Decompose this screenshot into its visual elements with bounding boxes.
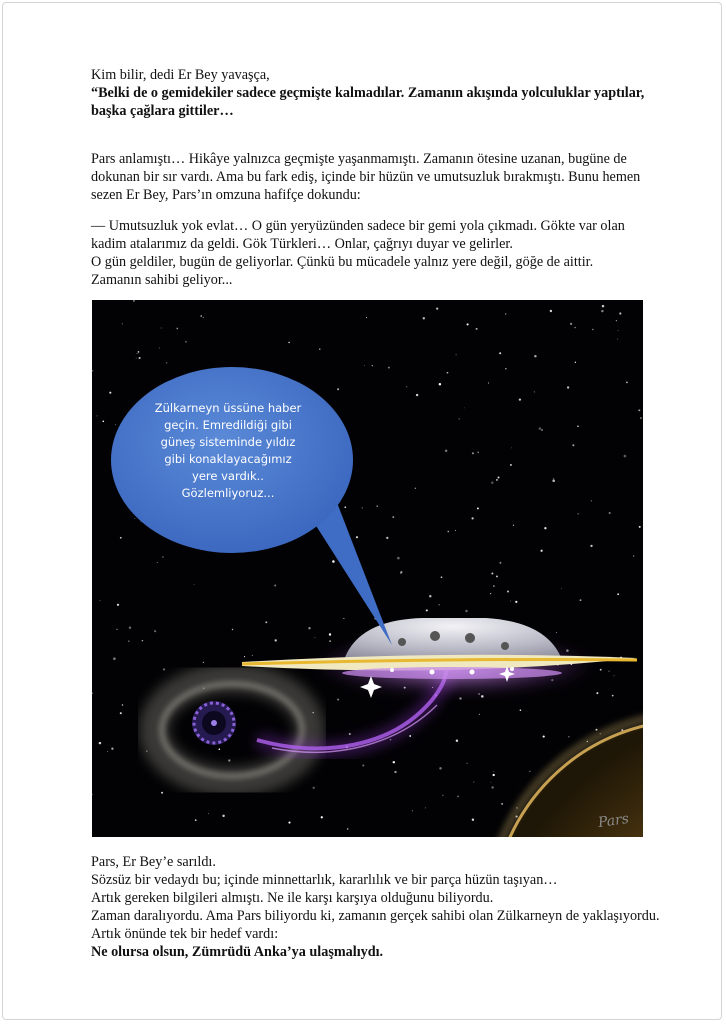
star [626, 382, 628, 384]
star [195, 819, 197, 821]
star [534, 355, 536, 357]
star [136, 358, 137, 359]
star [166, 362, 168, 364]
star [561, 588, 562, 589]
star [329, 640, 331, 642]
star [362, 764, 364, 766]
star [406, 386, 407, 387]
star [409, 735, 411, 737]
star [579, 600, 580, 601]
star [596, 729, 598, 731]
star [519, 398, 521, 400]
paragraph-text: Pars anlamıştı… Hikâye yalnızca geçmişte yaşanmamıştı. Zamanın ötesine uzanan, bugüne de dokunan bir sır vardı. Ama bu fark ediş, içinde bir hüzün ve umutsuzluk bırakmıştı. Bunu hemen sezen Er Bey, Pars’ın omzuna hafifçe dokundu: [91, 151, 641, 203]
star [393, 761, 395, 763]
star [455, 530, 456, 531]
star [544, 527, 546, 529]
star [447, 372, 449, 374]
star [639, 526, 641, 528]
star [473, 782, 474, 783]
star [553, 478, 554, 479]
star [97, 415, 98, 416]
bubble-line: gibi konaklayacağımız [164, 452, 292, 466]
star [222, 815, 224, 817]
star [92, 370, 93, 372]
star [203, 662, 204, 663]
star [376, 505, 378, 507]
star [228, 759, 230, 761]
star [608, 671, 609, 672]
star [465, 610, 468, 613]
star [488, 382, 489, 383]
space-illustration [92, 300, 643, 837]
star [574, 327, 575, 328]
star [344, 506, 346, 508]
star [392, 516, 394, 518]
star [113, 657, 116, 660]
star [616, 320, 617, 321]
star [416, 394, 418, 396]
speech-bubble-text [128, 400, 328, 502]
star [412, 810, 413, 811]
star [471, 517, 473, 519]
star [203, 317, 204, 318]
star [100, 600, 101, 601]
star [539, 427, 541, 429]
star [501, 803, 503, 805]
star [497, 476, 499, 478]
star [128, 640, 130, 642]
star [425, 807, 426, 808]
star [194, 584, 195, 585]
star [459, 697, 461, 699]
star [567, 386, 569, 388]
star [219, 748, 221, 750]
star [438, 604, 440, 606]
star [343, 618, 344, 619]
star [441, 576, 443, 578]
star [476, 328, 478, 330]
star [617, 338, 618, 339]
star [120, 712, 122, 714]
star [575, 362, 576, 363]
star [556, 632, 557, 633]
star [467, 323, 469, 325]
star [397, 557, 400, 560]
star [442, 795, 443, 796]
star [638, 409, 640, 411]
star [456, 739, 458, 741]
star [570, 323, 572, 325]
speech-line-1: — Umutsuzluk yok evlat… O gün yeryüzünden sadece bir gemi yola çıkmadı. Gökte var olan kadim atalarımız da geldi. Gök Türkleri… Onlar, çağrıyı duyar ve gelirler. [91, 218, 625, 252]
star [447, 531, 449, 533]
star [274, 585, 276, 587]
star [319, 348, 320, 349]
star [490, 593, 491, 594]
star [464, 407, 465, 408]
star [515, 601, 517, 603]
star [592, 329, 593, 330]
star [505, 313, 506, 314]
bubble-line: geçin. Emredildiği gibi [164, 418, 292, 432]
star [439, 767, 441, 769]
star [496, 479, 498, 481]
paragraph-pars-understood [91, 150, 661, 204]
intro-line: Kim bilir, dedi Er Bey yavaşça, [91, 67, 270, 83]
star [129, 627, 131, 629]
star [288, 342, 289, 343]
star [618, 330, 619, 331]
star [436, 307, 438, 309]
star [601, 310, 603, 312]
outro-line-4: Zaman daralıyordu. Ama Pars biliyordu ki, zamanın gerçek sahibi olan Zülkarneyn de yaklaşıyordu. Artık önünde tek bir hedef vardı: [91, 908, 660, 942]
document-page [2, 2, 722, 1020]
star [347, 828, 349, 830]
star [364, 365, 365, 366]
star [176, 328, 178, 330]
star [200, 315, 202, 317]
star [612, 695, 614, 697]
star [609, 512, 611, 514]
star [244, 656, 245, 657]
star [314, 637, 315, 638]
star [505, 368, 506, 369]
star [491, 573, 493, 575]
star [208, 813, 209, 814]
star [162, 556, 164, 558]
star [496, 575, 498, 577]
star [617, 593, 619, 595]
star [507, 590, 509, 592]
star [540, 550, 542, 552]
star [491, 786, 493, 788]
star [429, 595, 431, 597]
star [337, 388, 339, 390]
star [275, 639, 277, 641]
star [577, 513, 578, 514]
star [313, 787, 315, 789]
star [120, 537, 122, 539]
star [138, 351, 140, 353]
intro-block [91, 66, 661, 120]
speech-line-3: Zamanın sahibi geliyor... [91, 272, 233, 288]
star [122, 704, 123, 705]
artist-signature: Pars [597, 810, 630, 832]
star [185, 341, 186, 342]
star [252, 655, 253, 656]
star [550, 310, 552, 312]
star [543, 736, 545, 738]
star [137, 353, 138, 354]
star [102, 420, 104, 422]
star [481, 695, 484, 698]
star [356, 536, 358, 538]
star [577, 426, 578, 427]
star [423, 317, 425, 319]
star [640, 417, 642, 419]
bubble-line: yere vardık.. [192, 469, 264, 483]
star [624, 455, 627, 458]
star [308, 627, 310, 629]
star [457, 796, 459, 798]
star [337, 699, 339, 701]
star [439, 383, 441, 385]
star [590, 545, 592, 547]
star [159, 347, 160, 348]
star [122, 323, 123, 324]
star [619, 312, 621, 314]
star [139, 357, 141, 359]
star [568, 736, 569, 737]
star [493, 774, 495, 776]
star [456, 354, 457, 355]
star [157, 562, 158, 563]
star [493, 771, 494, 772]
star [415, 488, 416, 489]
star [154, 630, 156, 632]
star [117, 604, 119, 606]
paragraph-er-bey-speech [91, 217, 661, 289]
star [388, 367, 390, 369]
space-scene [92, 300, 643, 837]
star [232, 629, 233, 630]
star [520, 709, 522, 711]
star [633, 555, 634, 556]
star [111, 748, 113, 750]
star [477, 507, 479, 509]
outro-block [91, 853, 661, 961]
bubble-line: Gözlemliyoruz... [181, 486, 275, 500]
star [99, 742, 101, 744]
star [321, 816, 323, 818]
outro-line-1: Pars, Er Bey’e sarıldı. [91, 854, 216, 870]
outro-final-line: Ne olursa olsun, Zümrüdü Anka’ya ulaşmalıydı. [91, 944, 384, 960]
star [600, 669, 602, 671]
star [529, 771, 530, 772]
star [142, 640, 144, 642]
star [109, 392, 111, 394]
star [134, 518, 135, 519]
star [467, 763, 468, 764]
star [596, 692, 598, 694]
star [534, 391, 535, 392]
star [372, 365, 373, 366]
star [513, 525, 514, 526]
star [499, 562, 501, 564]
star [459, 418, 460, 419]
star [552, 479, 555, 482]
star [400, 571, 402, 573]
star [445, 449, 448, 452]
star [107, 751, 108, 752]
star [493, 585, 494, 586]
star [366, 317, 367, 318]
bubble-line: güneş sisteminde yıldız [160, 435, 296, 449]
star [541, 429, 542, 430]
star [479, 714, 480, 715]
star [386, 537, 388, 539]
star [472, 452, 474, 454]
star [161, 792, 163, 794]
bubble-line: Zülkarneyn üssüne haber [154, 401, 302, 415]
star [394, 771, 396, 773]
star [472, 819, 474, 821]
star [265, 621, 267, 623]
star [116, 629, 117, 630]
star [490, 782, 491, 783]
star [491, 482, 493, 484]
intro-quote: “Belki de o gemidekiler sadece geçmişte kalmadılar. Zamanın akışında yolculuklar yaptılar, başka çağlara gittiler… [91, 85, 645, 119]
star [426, 609, 428, 611]
star [477, 452, 479, 454]
star [115, 424, 116, 425]
star [510, 601, 511, 602]
star [511, 447, 512, 448]
star [163, 668, 165, 670]
star [591, 500, 592, 501]
star [332, 560, 335, 563]
star [602, 305, 605, 308]
star [613, 675, 614, 676]
star [349, 733, 351, 735]
star [161, 328, 162, 329]
star [510, 464, 512, 466]
star [572, 444, 574, 446]
star [499, 352, 501, 354]
star [288, 822, 290, 824]
outro-line-2: Sözsüz bir vedaydı bu; içinde minnettarlık, kararlılık ve bir parça hüzün taşıyan… [91, 872, 558, 888]
speech-line-2: O gün geldiler, bugün de geliyorlar. Çünkü bu mücadele yalnız yere değil, göğe de aittir. [91, 254, 594, 270]
star [329, 633, 331, 635]
star [133, 300, 135, 302]
outro-line-3: Artık gereken bilgileri almıştı. Ne ile karşı karşıya olduğunu biliyordu. [91, 890, 494, 906]
star [362, 507, 363, 508]
